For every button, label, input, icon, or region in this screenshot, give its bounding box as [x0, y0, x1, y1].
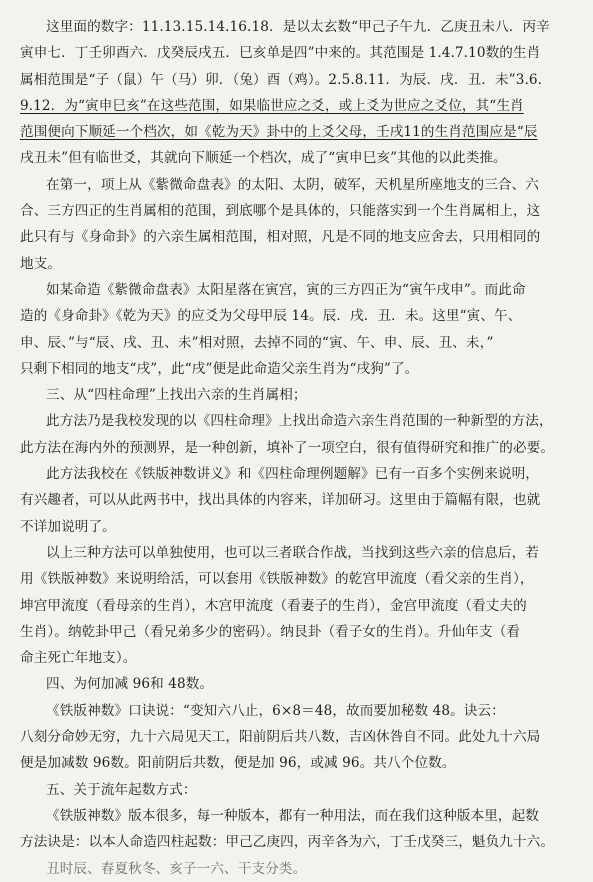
text-line: 此只有与《身命卦》的六亲生属相范围，相对照，凡是不同的地支应舍去，只用相同的 [20, 229, 541, 246]
text-line: 不详加说明了。 [20, 518, 116, 535]
text-line: 丑时辰、春夏秋冬、亥子一六、干支分类。 [46, 860, 307, 877]
text-line: 以上三种方法可以单独使用，也可以三者联合作战，当找到这些六亲的信息后，若 [46, 544, 539, 561]
text-line: 此方法我校在《铁版神数讲义》和《四柱命理例题解》已有一百多个实例来说明， [46, 466, 539, 483]
text-line: 八刻分命妙无穷，九十六局见天工，阳前阴后共八数，吉凶休咎自不同。此处九十六局 [20, 729, 541, 746]
section-heading: 五、关于流年起数方式： [46, 781, 197, 798]
text-line-underlined: 9.12．为“寅申巳亥”在这些范围，如果临世应之爻，或上爻为世应之爻位，其“生肖 [20, 97, 524, 114]
text-line: 此方法乃是我校发现的以《四柱命理》上找出命造六亲生肖范围的一种新型的方法， [46, 413, 553, 430]
text-line: 寅申七．丁壬卯酉六．戊癸辰戌五．巳亥单是四”中来的。其范围是 1.4.7.10数的生肖 [20, 45, 541, 62]
text-line: 造的《身命卦》《乾为天》的应爻为父母甲辰 14。辰．戌．丑．未。这里“寅、午、 [20, 308, 522, 325]
text-line: 有兴趣者，可以从此两书中，找出具体的内容来，详加研习。这里由于篇幅有限，也就 [20, 492, 541, 509]
text-line: 合、三方四正的生肖属相的范围，到底哪个是具体的，只能落实到一个生肖属相上，这 [20, 203, 541, 220]
text-line: 属相范围是“子（鼠）午（马）卯．（兔）酉（鸡）。2.5.8.11．为辰．戌．丑．未”3.6. [20, 71, 543, 88]
text-line: 申、辰、”与“辰、戌、丑、未”相对照，去掉不同的“寅、午、申、辰、丑、未，” [20, 334, 494, 351]
text-line: 生肖）。纳乾卦甲己（看兄弟多少的密码）。纳艮卦（看子女的生肖）。升仙年支（看 [20, 623, 520, 640]
text-line: 此方法在海内外的预测界，是一种创新，填补了一项空白，很有值得研究和推广的必要。 [20, 439, 555, 456]
section-heading: 四、为何加减 96和 48数。 [46, 676, 214, 693]
text-line: 在第一，项上从《紫微命盘表》的太阳、太阴，破军，天机星所座地支的三合、六 [46, 176, 539, 193]
text-line: 方法诀是：以本人命造四柱起数：甲己乙庚四，丙辛各为六，丁壬戊癸三，魁负九十六。 [20, 834, 555, 851]
text-line: 地支。 [20, 255, 62, 272]
section-heading: 三、从“四柱命理”上找出六亲的生肖属相； [46, 387, 307, 404]
text-line: 这里面的数字：11.13.15.14.16.18．是以太玄数“甲己子午九．乙庚丑未八．丙辛 [46, 19, 550, 35]
text-line: 只剩下相同的地支“戌”，此“戌”便是此命造父亲生肖为“戌狗”了。 [20, 360, 419, 377]
text-line: 命主死亡年地支）。 [20, 650, 137, 667]
text-line: 如某命造《紫微命盘表》太阳星落在寅宫，寅的三方四正为“寅午戌申”。而此命 [46, 281, 526, 298]
text-line: 《铁版神数》版本很多，每一种版本，都有一种用法，而在我们这种版本里，起数 [46, 807, 539, 824]
text-line: 《铁版神数》口诀说：“变知六八止，6×8＝48，故而要加秘数 48。诀云： [46, 702, 505, 719]
text-line: 便是加减数 96数。阳前阴后共数，便是加 96，或减 96。共八个位数。 [20, 755, 456, 772]
text-line: 戌丑未”但有临世爻，其就向下顺延一个档次，成了“寅申巳亥”其他的以此类推。 [20, 150, 507, 167]
text-line: 用《铁版神数》来说明给活，可以套用《铁版神数》的乾宫甲流度（看父亲的生肖）， [20, 571, 534, 588]
text-line: 坤宫甲流度（看母亲的生肖），木宫甲流度（看妻子的生肖），金宫甲流度（看丈夫的 [20, 597, 527, 614]
text-line-underlined: 范围便向下顺延一个档次，如《乾为天》卦中的上爻父母，壬戌11的生肖范围应是“辰 [20, 124, 538, 141]
